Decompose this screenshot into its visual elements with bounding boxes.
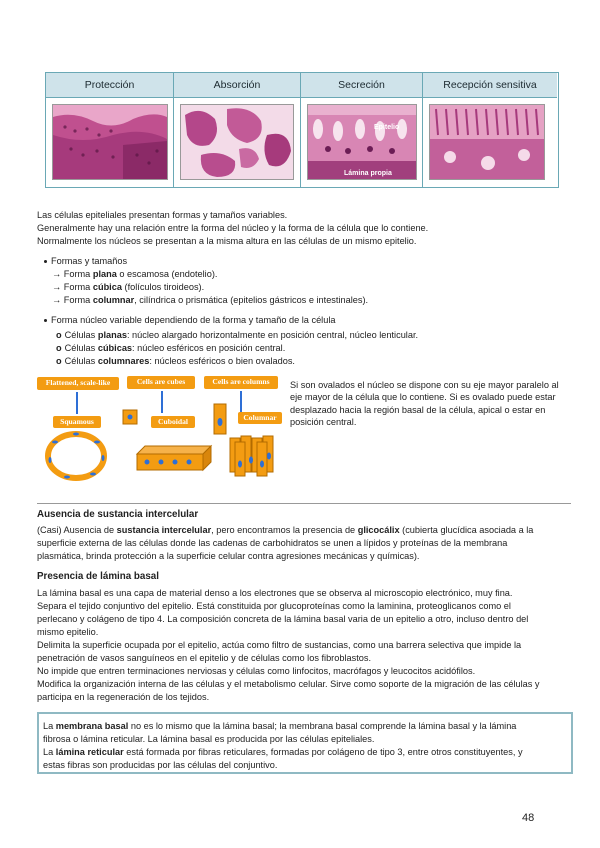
intro-line: Generalmente hay una relación entre la forma del núcleo y la forma de la célula que lo contiene. [37,223,429,233]
cell-shapes-diagram [37,376,287,481]
paragraph-line: participa en la regeneración de los tejidos. [37,692,210,702]
table-column-recepcion [423,73,557,187]
paragraph-line: (Casi) Ausencia de sustancia intercelular, pero encontramos la presencia de glicocálix (cubierta glucídica asociada a la [37,525,534,535]
list-item: o Células planas: núcleo alargado horizontalmente en posición central, núcleo lenticular. [56,330,419,340]
list-item: o Células columnares: núcleos esféricos o bien ovalados. [56,356,295,366]
label-columns: Cells are columns [204,376,278,389]
intro-line: Normalmente los núcleos se presentan a la misma altura en las células de un mismo epitelio. [37,236,417,246]
table-header: Protección [46,73,173,98]
side-text [290,379,559,429]
lamina-propia-label: Lámina propia [344,170,392,177]
table-column-proteccion [46,73,174,187]
paragraph-line: No impide que entren terminaciones nerviosas y células como linfocitos, macrófagos y leucocitos acidófilos. [37,666,476,676]
label-cuboidal: Cuboidal [151,416,195,428]
side-text-line: desplazado hacia la región basal de la célula, apical o estar en [290,404,546,415]
functions-table [45,72,559,188]
label-squamous: Squamous [53,416,101,428]
note-box [37,712,573,774]
paragraph-line: mismo epitelio. [37,627,99,637]
table-header: Secreción [301,73,422,98]
side-text-line: Si son ovalados el núcleo se dispone con su eje mayor paralelo al [290,380,559,390]
paragraph-line: perlecano y colágeno de tipo 4. La composición concreta de la lámina basal varia de un epitelio a otro, incluso dentro del [37,614,529,624]
recepcion-micrograph [429,104,545,180]
cuboidal-row [137,446,211,470]
list-item: → Forma columnar, cilíndrica o prismática (epitelios gástricos e intestinales). [52,295,369,305]
side-text-line: eje mayor de la célula que lo contiene. Si es ovalado puede estar [290,392,556,403]
note-line: fibrosa o lámina reticular. La lámina basal es producida por las células epiteliales. [43,734,375,744]
note-line: estas fibras son producidas por las células del conjuntivo. [43,760,278,770]
table-column-secrecion [301,73,423,187]
bullet-dot [44,319,47,322]
paragraph-line: Separa el tejido conjuntivo del epitelio. Está constituida por glucoproteínas como la laminina, proteoglicanos como el [37,601,511,611]
side-text-line: posición central. [290,417,357,428]
note-line: La membrana basal no es lo mismo que la lámina basal; la membrana basal comprende la lámina basal y la lámina [43,721,517,731]
paragraph-line: superficie externa de las células donde las cadenas de carbohidratos se unen a lípidos y proteínas de la membrana [37,538,508,548]
label-columnar: Columnar [238,412,282,424]
table-column-absorcion [174,73,301,187]
paragraph-line: La lámina basal es una capa de material denso a los electrones que se observa al microscopio electrónico, muy fina. [37,588,513,598]
note-line: La lámina reticular está formada por fibras reticulares, formadas por colágeno de tipo 3, entre otros constituyentes, y [43,747,523,757]
bullet-formas: Formas y tamaños [44,255,564,267]
columnar-cluster [230,436,273,476]
section-divider [37,503,571,504]
heading-lamina: Presencia de lámina basal [37,571,159,582]
table-header: Absorción [174,73,300,98]
bullet-nucleo: Forma núcleo variable dependiendo de la forma y tamaño de la célula [44,314,564,326]
cell-shapes-drawing [37,376,287,481]
label-cubes: Cells are cubes [127,376,195,389]
label-flattened: Flattened, scale-like [37,377,119,390]
absorcion-micrograph [180,104,294,180]
paragraph-line: Delimita la superficie ocupada por el epitelio, actúa como filtro de sustancias, como una barrera selectiva que impide la [37,640,522,650]
list-item: o Células cúbicas: núcleo esféricos en posición central. [56,343,286,353]
squamous-ring [48,434,104,478]
epitelio-label: Epitelio [374,124,400,131]
page-number: 48 [522,812,535,824]
list-item: → Forma plana o escamosa (endotelio). [52,269,218,279]
paragraph-line: penetración de vasos sanguíneos en el epitelio y de células como los fibroblastos. [37,653,372,663]
intro-line: Las células epiteliales presentan formas y tamaños variables. [37,210,288,220]
bullet-dot [44,260,47,263]
list-item: → Forma cúbica (folículos tiroideos). [52,282,205,292]
table-header: Recepción sensitiva [423,73,557,98]
proteccion-micrograph [52,104,168,180]
heading-ausencia: Ausencia de sustancia intercelular [37,509,199,520]
secrecion-micrograph [307,104,417,180]
paragraph-line: plasmática, brinda protección a la superficie celular contra agresiones mecánicas y químicas). [37,551,420,561]
paragraph-line: Modifica la organización interna de las células y el metabolismo celular. Sirve como soporte de la migración de las células y [37,679,540,689]
